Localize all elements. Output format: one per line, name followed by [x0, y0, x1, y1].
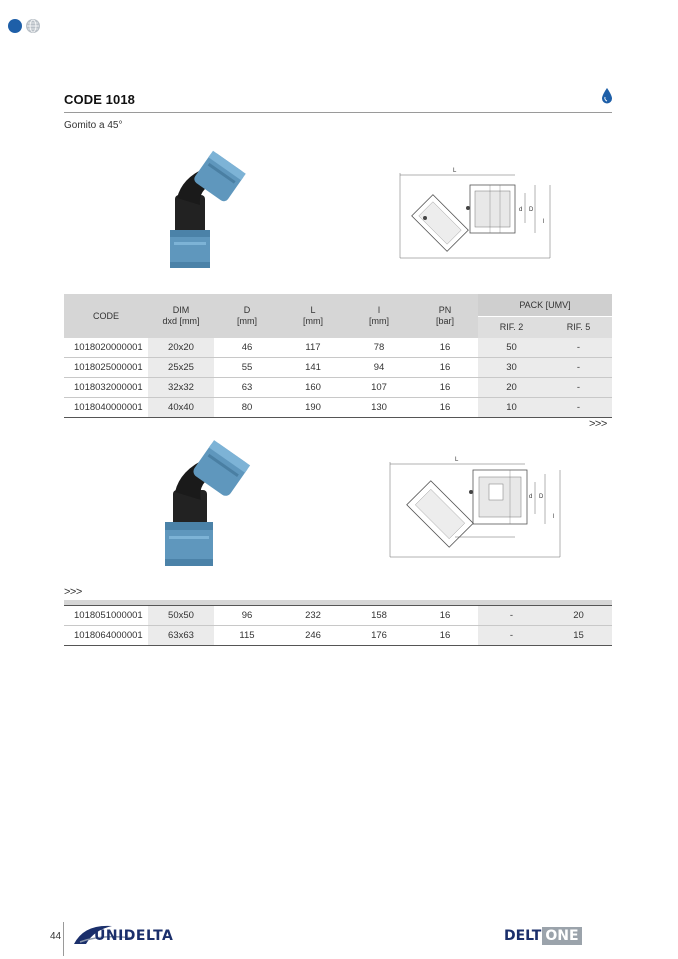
- globe-icon[interactable]: [26, 19, 40, 33]
- table-row: 1018040000001 40x40 80 190 130 16 10 -: [64, 398, 612, 418]
- col-header-L: L [mm]: [280, 294, 346, 338]
- dim-label-L: L: [453, 168, 457, 174]
- continued-marker-2: >>>: [64, 586, 82, 598]
- unidelta-wordmark: UNIDELTA: [94, 928, 174, 944]
- dim-label-d: d: [519, 207, 523, 213]
- product-photo-small: [160, 150, 250, 275]
- dim-label-D2: D: [539, 494, 544, 500]
- water-drop-icon: [601, 88, 613, 104]
- table-row: 1018025000001 25x25 55 141 94 16 30 -: [64, 358, 612, 378]
- table-row: 1018064000001 63x63 115 246 176 16 - 15: [64, 626, 612, 646]
- spec-table-2: [64, 600, 612, 646]
- technical-drawing-large: [385, 452, 565, 562]
- product-photo-large: [155, 440, 255, 570]
- col-header-rif5: RIF. 5: [545, 317, 612, 339]
- col-header-rif2: RIF. 2: [478, 317, 545, 339]
- dim-label-l: l: [543, 219, 545, 225]
- deltone-logo-part-a: DELT: [504, 928, 542, 944]
- table-row: 1018020000001 20x20 46 117 78 16 50 -: [64, 338, 612, 358]
- page-title: CODE 1018: [64, 92, 135, 107]
- col-header-code: CODE: [64, 294, 148, 338]
- col-header-l: l [mm]: [346, 294, 412, 338]
- col-header-D: D [mm]: [214, 294, 280, 338]
- table-row: 1018032000001 32x32 63 160 107 16 20 -: [64, 378, 612, 398]
- product-subtitle: Gomito a 45°: [64, 120, 123, 131]
- deltone-logo: [503, 927, 582, 945]
- dim-label-d2: d: [529, 494, 533, 500]
- continued-marker: >>>: [589, 418, 607, 430]
- page-number: 44: [50, 931, 62, 942]
- dim-label-l2: l: [553, 514, 555, 520]
- footer-divider: [63, 922, 64, 956]
- technical-drawing-small: [395, 163, 555, 263]
- table-row: 1018051000001 50x50 96 232 158 16 - 20: [64, 606, 612, 626]
- header-divider: [64, 112, 612, 113]
- col-header-dim: DIM dxd [mm]: [148, 294, 214, 338]
- deltone-logo-part-b: ONE: [542, 927, 581, 945]
- dim-label-D: D: [529, 207, 534, 213]
- dim-label-L2: L: [455, 457, 459, 463]
- col-header-pn: PN [bar]: [412, 294, 478, 338]
- spec-table-1: [64, 294, 612, 418]
- col-header-pack: PACK [UMV]: [478, 294, 612, 317]
- blue-dot-icon: [8, 19, 22, 33]
